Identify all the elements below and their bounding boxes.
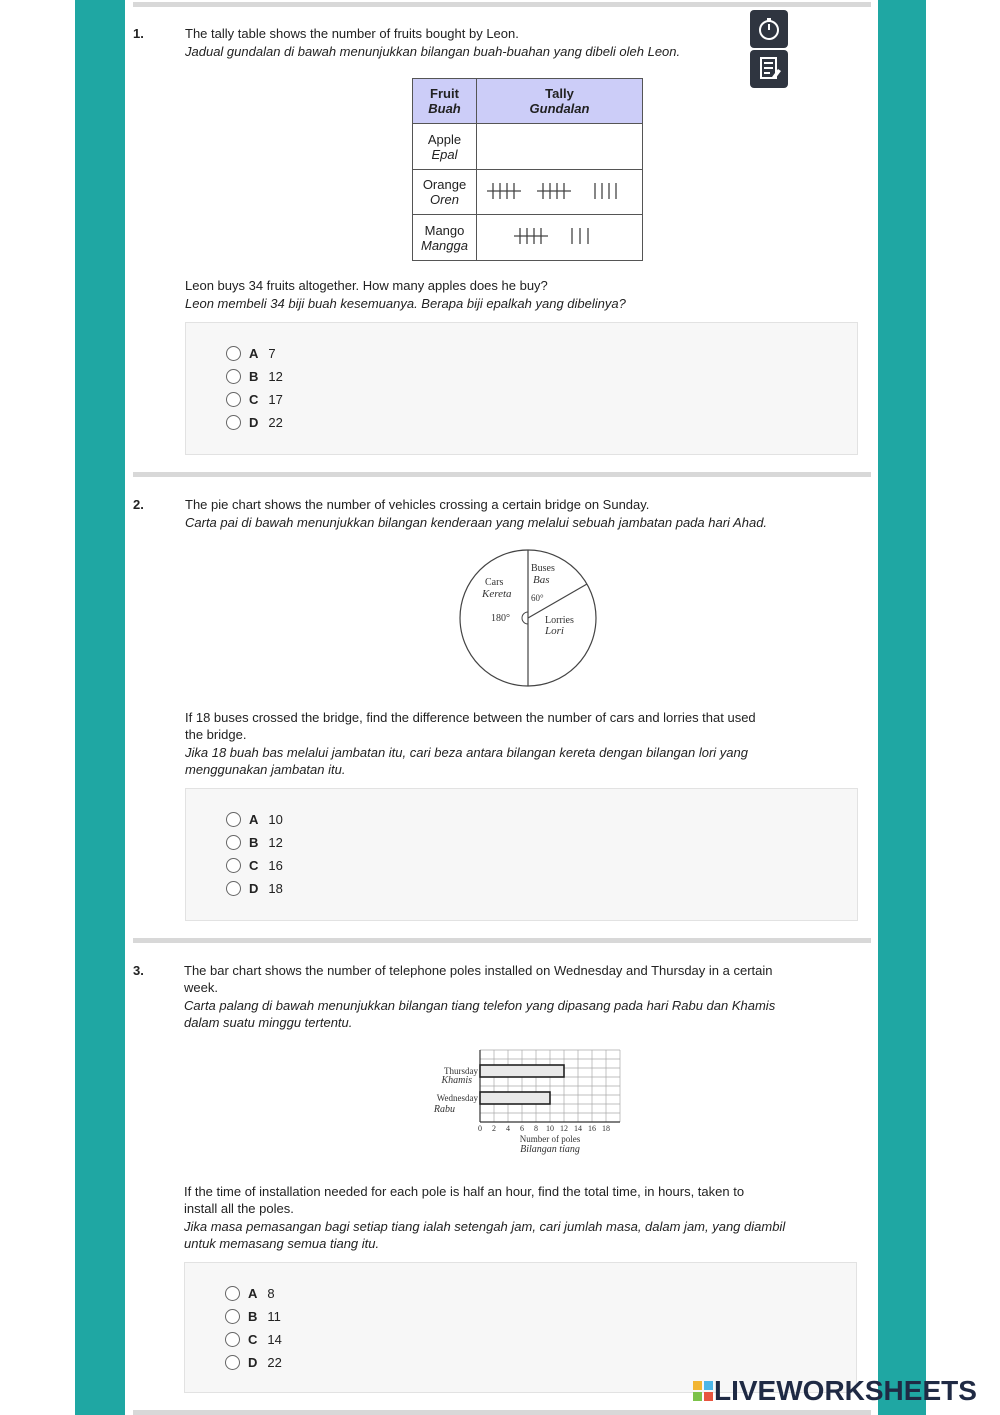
option-c[interactable]: C 16 (226, 856, 283, 874)
x-tick-label: 18 (602, 1124, 610, 1133)
question-3-text-en-2: week. (184, 980, 218, 995)
question-2-number: 2. (133, 497, 144, 512)
question-1-text-en: The tally table shows the number of fruits bought by Leon. (185, 26, 519, 41)
notes-icon (750, 50, 788, 88)
fruit-cell: Mango Mangga (413, 215, 477, 261)
option-b[interactable]: B 11 (225, 1307, 281, 1325)
x-tick-label: 8 (534, 1124, 538, 1133)
radio-button[interactable] (226, 835, 241, 850)
bar-wednesday (480, 1092, 550, 1104)
option-c[interactable]: C 17 (226, 390, 283, 408)
bar-label-khamis: Khamis (441, 1075, 472, 1086)
question-3-prompt-ms-1: Jika masa pemasangan bagi setiap tiang ialah setengah jam, cari jumlah masa, dalam jam, yang diambil (184, 1219, 786, 1234)
tally-cell (477, 215, 643, 261)
top-divider (133, 2, 871, 7)
bottom-divider (133, 1410, 871, 1415)
bar-label-rabu: Rabu (433, 1104, 455, 1115)
tally-cell-empty (477, 124, 643, 170)
radio-button[interactable] (225, 1355, 240, 1370)
fruit-cell: Apple Epal (413, 124, 477, 170)
timer-button[interactable] (750, 10, 788, 48)
radio-button[interactable] (226, 858, 241, 873)
x-tick-label: 0 (478, 1124, 482, 1133)
question-3-prompt-en-2: install all the poles. (184, 1201, 294, 1216)
bar-label-wednesday: Wednesday (436, 1093, 478, 1103)
x-tick-label: 12 (560, 1124, 568, 1133)
table-row (413, 215, 643, 261)
x-tick-label: 4 (506, 1124, 510, 1133)
timer-icon (750, 10, 788, 48)
option-d[interactable]: D 22 (226, 413, 283, 431)
question-3-prompt-en-1: If the time of installation needed for each pole is half an hour, find the total time, in hours, taken to (184, 1184, 745, 1199)
pie-label-lorries-ms: Lori (545, 625, 564, 637)
pie-chart (455, 545, 605, 690)
header-tally: Tally Gundalan (477, 79, 643, 124)
radio-button[interactable] (225, 1286, 240, 1301)
question-2-prompt-ms-2: menggunakan jambatan itu. (185, 762, 346, 777)
pie-label-buses-angle: 60° (531, 593, 544, 603)
radio-button[interactable] (226, 881, 241, 896)
pie-label-cars-angle: 180° (491, 613, 510, 624)
question-2-prompt-en-2: the bridge. (185, 727, 247, 742)
question-3-text-ms-1: Carta palang di bawah menunjukkan bilangan tiang telefon yang dipasang pada hari Rabu dan Khamis (184, 998, 776, 1013)
question-1-prompt-en: Leon buys 34 fruits altogether. How many apples does he buy? (185, 278, 548, 293)
tally-marks-8 (500, 224, 620, 248)
fruit-cell: Orange Oren (413, 170, 477, 215)
x-tick-label: 2 (492, 1124, 496, 1133)
radio-button[interactable] (226, 812, 241, 827)
bar-chart (415, 1045, 630, 1160)
header-fruit: Fruit Buah (413, 79, 477, 124)
question-3-text-ms-2: dalam suatu minggu tertentu. (184, 1015, 353, 1030)
question-3-text-en-1: The bar chart shows the number of telephone poles installed on Wednesday and Thursday in a certain (184, 963, 773, 978)
radio-button[interactable] (225, 1332, 240, 1347)
question-3-number: 3. (133, 963, 144, 978)
pie-label-buses-en: Buses (531, 563, 555, 574)
question-1-number: 1. (133, 26, 144, 41)
liveworksheets-watermark: LIVEWORKSHEETS (692, 1375, 977, 1407)
liveworksheets-logo-icon (692, 1380, 714, 1402)
tally-table (412, 78, 643, 261)
divider (133, 472, 871, 477)
question-2-options (185, 788, 858, 921)
pie-label-cars-en: Cars (485, 577, 504, 588)
tally-cell (477, 170, 643, 215)
option-a[interactable]: A 8 (225, 1284, 275, 1302)
question-2-prompt-ms-1: Jika 18 buah bas melalui jambatan itu, cari beza antara bilangan kereta dengan bilangan lori yang (185, 745, 748, 760)
question-1-prompt-ms: Leon membeli 34 biji buah kesemuanya. Berapa biji epalkah yang dibelinya? (185, 296, 626, 311)
option-d[interactable]: D 22 (225, 1353, 282, 1371)
tally-marks-14 (485, 179, 635, 203)
table-row (413, 170, 643, 215)
option-d[interactable]: D 18 (226, 879, 283, 897)
bar-chart-grid (480, 1050, 620, 1122)
option-c[interactable]: C 14 (225, 1330, 282, 1348)
question-1-options (185, 322, 858, 455)
question-2-text-en: The pie chart shows the number of vehicles crossing a certain bridge on Sunday. (185, 497, 650, 512)
option-b[interactable]: B 12 (226, 367, 283, 385)
table-row (413, 124, 643, 170)
radio-button[interactable] (225, 1309, 240, 1324)
radio-button[interactable] (226, 392, 241, 407)
option-b[interactable]: B 12 (226, 833, 283, 851)
pie-label-cars-ms: Kereta (482, 588, 512, 600)
pie-label-lorries-en: Lorries (545, 615, 574, 626)
radio-button[interactable] (226, 369, 241, 384)
option-a[interactable]: A 7 (226, 344, 276, 362)
left-border-band (75, 0, 125, 1415)
notes-button[interactable] (750, 50, 788, 88)
right-border-band (878, 0, 926, 1415)
bar-thursday (480, 1065, 564, 1077)
bar-xlabel-en: Number of poles (519, 1134, 581, 1144)
radio-button[interactable] (226, 415, 241, 430)
question-3-options (184, 1262, 857, 1393)
pie-label-buses-ms: Bas (533, 574, 550, 586)
option-a[interactable]: A 10 (226, 810, 283, 828)
x-tick-label: 16 (588, 1124, 596, 1133)
x-tick-label: 6 (520, 1124, 524, 1133)
divider (133, 938, 871, 943)
question-2-text-ms: Carta pai di bawah menunjukkan bilangan kenderaan yang melalui sebuah jambatan pada hari Ahad. (185, 515, 768, 530)
x-tick-label: 14 (574, 1124, 582, 1133)
bar-label-thursday: Thursday (444, 1066, 478, 1076)
x-tick-label: 10 (546, 1124, 554, 1133)
question-1-text-ms: Jadual gundalan di bawah menunjukkan bilangan buah-buahan yang dibeli oleh Leon. (185, 44, 681, 59)
radio-button[interactable] (226, 346, 241, 361)
bar-xlabel-ms: Bilangan tiang (520, 1144, 580, 1155)
question-3-prompt-ms-2: untuk memasang semua tiang itu. (184, 1236, 380, 1251)
question-2-prompt-en-1: If 18 buses crossed the bridge, find the difference between the number of cars and lorries that used (185, 710, 756, 725)
